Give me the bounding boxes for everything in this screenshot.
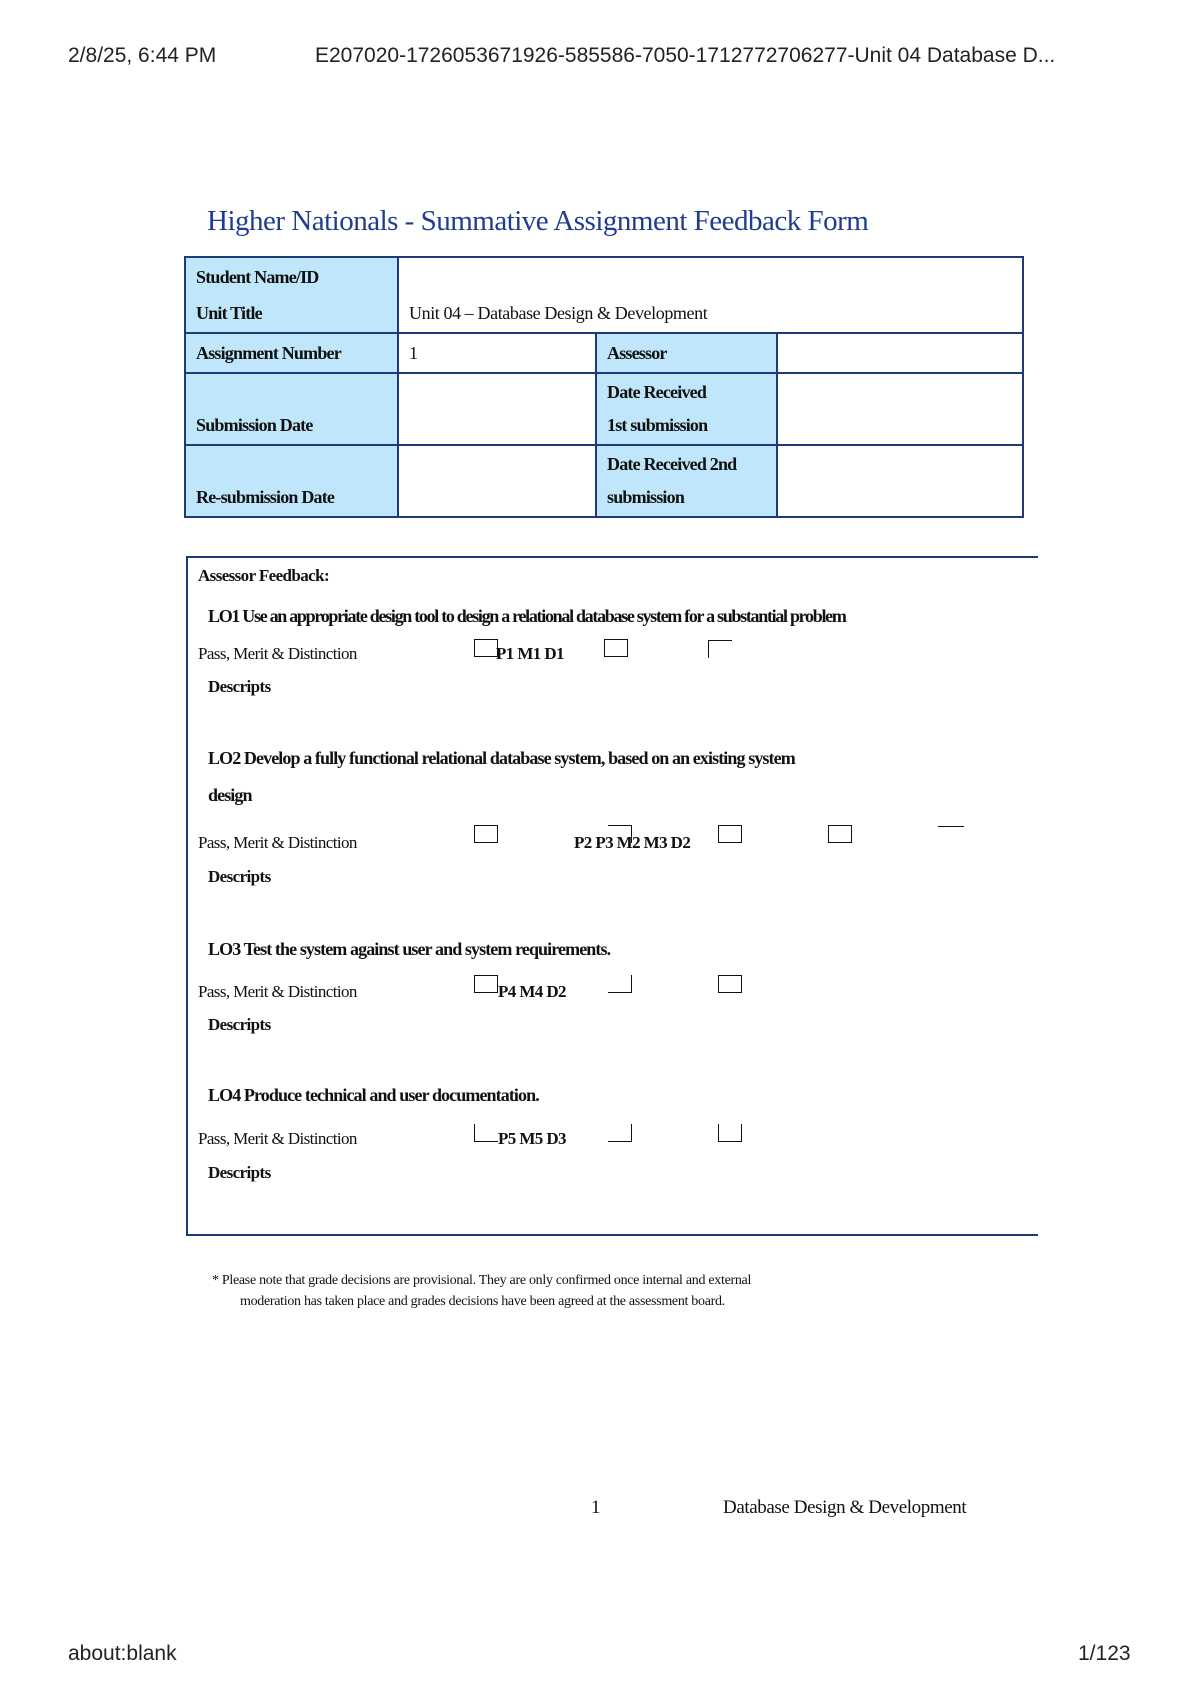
lo1-checkbox-d1[interactable] bbox=[708, 640, 732, 658]
lo3-grades: P4 M4 D2 bbox=[498, 982, 566, 1001]
note-line-1: * Please note that grade decisions are provisional. They are only confirmed once internal and external bbox=[212, 1273, 752, 1288]
assignment-info-table bbox=[184, 256, 1024, 518]
date-received-1st-value bbox=[777, 373, 1023, 445]
lo2-criteria-label: Pass, Merit & Distinction bbox=[198, 833, 357, 852]
lo2-grades: P2 P3 M2 M3 D2 bbox=[574, 833, 691, 852]
lo3-criteria-label: Pass, Merit & Distinction bbox=[198, 982, 357, 1001]
lo3-checkbox-d2[interactable] bbox=[718, 975, 742, 993]
lo2-checkbox-m3[interactable] bbox=[828, 825, 852, 843]
assessor-feedback-box bbox=[186, 556, 1038, 1236]
lo4-checkbox-m5[interactable] bbox=[608, 1124, 632, 1142]
date-received-2nd-line1: Date Received 2nd bbox=[607, 454, 737, 474]
assessor-label: Assessor bbox=[596, 333, 777, 373]
assignment-number-value: 1 bbox=[398, 333, 596, 373]
resubmission-date-value bbox=[398, 445, 596, 517]
note-line-2: moderation has taken place and grades decisions have been agreed at the assessment board. bbox=[240, 1294, 725, 1309]
assignment-number-label: Assignment Number bbox=[185, 333, 398, 373]
lo1-checkbox-p1[interactable] bbox=[474, 639, 498, 657]
date-received-2nd-line2: submission bbox=[607, 487, 685, 507]
lo4-title: LO4 Produce technical and user documentation. bbox=[208, 1085, 539, 1105]
assessor-value bbox=[777, 333, 1023, 373]
form-title: Higher Nationals - Summative Assignment Feedback Form bbox=[207, 205, 869, 237]
lo1-descripts-label: Descripts bbox=[208, 677, 271, 696]
date-received-1st-line1: Date Received bbox=[607, 382, 707, 402]
student-name-value bbox=[409, 259, 1012, 295]
lo4-descripts-label: Descripts bbox=[208, 1163, 271, 1182]
lo2-checkbox-m2[interactable] bbox=[718, 825, 742, 843]
footer-unit-name: Database Design & Development bbox=[723, 1497, 967, 1518]
table-row bbox=[185, 333, 1023, 373]
lo2-checkbox-d2[interactable] bbox=[938, 826, 964, 827]
lo4-checkbox-p5[interactable] bbox=[474, 1124, 498, 1142]
unit-title-value: Unit 04 – Database Design & Development bbox=[409, 303, 708, 323]
lo2-descripts-label: Descripts bbox=[208, 867, 271, 886]
lo1-criteria-label: Pass, Merit & Distinction bbox=[198, 644, 357, 663]
lo2-checkbox-p3[interactable] bbox=[608, 825, 632, 843]
student-unit-label-cell bbox=[185, 257, 398, 333]
lo1-checkbox-m1[interactable] bbox=[604, 639, 628, 657]
assessor-feedback-heading: Assessor Feedback: bbox=[198, 566, 330, 585]
student-name-label: Student Name/ID bbox=[196, 267, 319, 287]
lo2-checkbox-p2[interactable] bbox=[474, 825, 498, 843]
print-datetime: 2/8/25, 6:44 PM bbox=[68, 44, 217, 67]
print-url: about:blank bbox=[68, 1642, 177, 1665]
lo4-criteria-label: Pass, Merit & Distinction bbox=[198, 1129, 357, 1148]
provisional-grade-note bbox=[212, 1270, 972, 1312]
page-number: 1 bbox=[591, 1497, 601, 1518]
submission-date-value bbox=[398, 373, 596, 445]
print-page-count: 1/123 bbox=[1078, 1642, 1131, 1665]
lo1-grades: P1 M1 D1 bbox=[496, 644, 564, 663]
table-row bbox=[185, 257, 1023, 333]
lo2-title-line1: LO2 Develop a fully functional relational database system, based on an existing system bbox=[208, 748, 795, 768]
unit-title-label: Unit Title bbox=[196, 303, 262, 323]
date-received-2nd-label bbox=[596, 445, 777, 517]
print-document-title: E207020-1726053671926-585586-7050-1712772706277-Unit 04 Database D... bbox=[315, 44, 1056, 67]
submission-date-label: Submission Date bbox=[185, 373, 398, 445]
resubmission-date-label: Re-submission Date bbox=[185, 445, 398, 517]
lo4-checkbox-d3[interactable] bbox=[718, 1124, 742, 1142]
date-received-2nd-value bbox=[777, 445, 1023, 517]
student-unit-value-cell bbox=[398, 257, 1023, 333]
lo2-title-line2: design bbox=[208, 785, 252, 805]
lo1-title: LO1 Use an appropriate design tool to design a relational database system for a substantial problem bbox=[208, 606, 846, 626]
lo3-checkbox-m4[interactable] bbox=[608, 975, 632, 993]
table-row bbox=[185, 373, 1023, 445]
lo4-grades: P5 M5 D3 bbox=[498, 1129, 566, 1148]
date-received-1st-line2: 1st submission bbox=[607, 415, 708, 435]
date-received-1st-label bbox=[596, 373, 777, 445]
lo3-checkbox-p4[interactable] bbox=[474, 975, 498, 993]
lo3-descripts-label: Descripts bbox=[208, 1015, 271, 1034]
lo3-title: LO3 Test the system against user and system requirements. bbox=[208, 939, 611, 959]
table-row bbox=[185, 445, 1023, 517]
